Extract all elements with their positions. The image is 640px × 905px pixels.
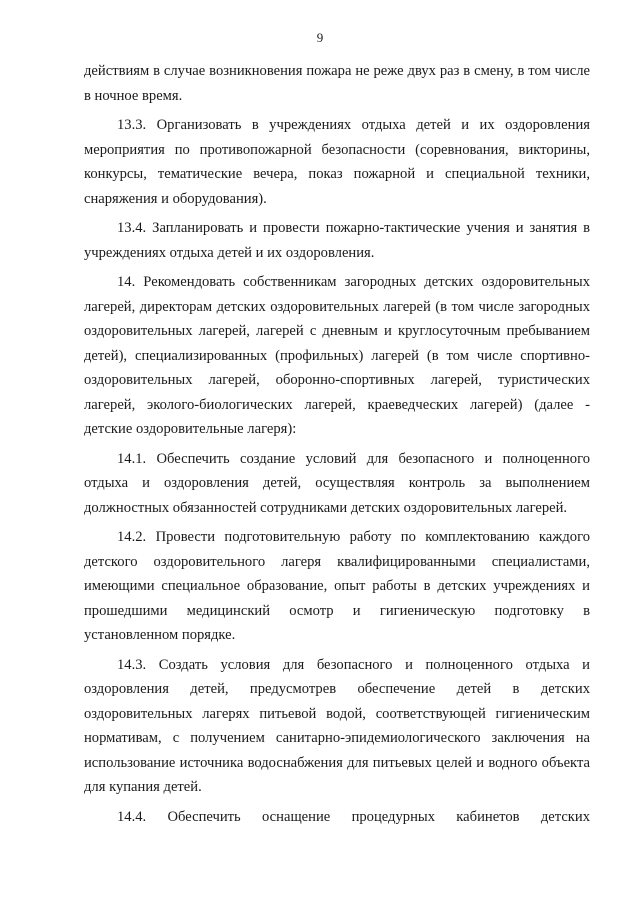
paragraph-14: 14. Рекомендовать собственникам загородных детских оздоровительных лагерей, директорам детских оздоровительных лагерей (в том числе загородных оздоровительных лагерей, лагерей с дневным и круглосуточным пребыванием детей), специализированных (профильных) лагерей (в том числе спортивно-оздоровительных лагерей, оборонно-спортивных лагерей, туристических лагерей, эколого-биологических лагерей, краеведческих лагерей) (далее - детские оздоровительные лагеря):: [84, 274, 590, 437]
paragraph-13-3: 13.3. Организовать в учреждениях отдыха детей и их оздоровления мероприятия по противопожарной безопасности (соревнования, викторины, конкурсы, тематические вечера, показ пожарной и специальной техники, снаряжения и оборудования).: [84, 117, 590, 207]
paragraph-14-3: 14.3. Создать условия для безопасного и полноценного отдыха и оздоровления детей, предусмотрев обеспечение детей в детских оздоровительных лагерях питьевой водой, соответствующей гигиеническим нормативам, с получением санитарно-эпидемиологического заключения на использование источника водоснабжения для питьевых целей и водного объекта для купания детей.: [84, 656, 590, 795]
paragraph-continuation: действиям в случае возникновения пожара не реже двух раз в смену, в том числе в ночное время.: [84, 63, 590, 104]
paragraph-14-2: 14.2. Провести подготовительную работу по комплектованию каждого детского оздоровительного лагеря квалифицированными специалистами, имеющими специальное образование, опыт работы в детских учреждениях и прошедшими медицинский осмотр и гигиеническую подготовку в установленном порядке.: [84, 529, 590, 643]
paragraph-14-1: 14.1. Обеспечить создание условий для безопасного и полноценного отдыха и оздоровления детей, осуществляя контроль за выполнением должностных обязанностей сотрудниками детских оздоровительных лагерей.: [84, 450, 590, 516]
paragraph-13-4: 13.4. Запланировать и провести пожарно-тактические учения и занятия в учреждениях отдыха детей и их оздоровления.: [84, 220, 590, 261]
page-number: 9: [316, 30, 324, 45]
document-body: [84, 59, 590, 829]
paragraph-14-4: 14.4. Обеспечить оснащение процедурных кабинетов детских: [117, 808, 590, 825]
